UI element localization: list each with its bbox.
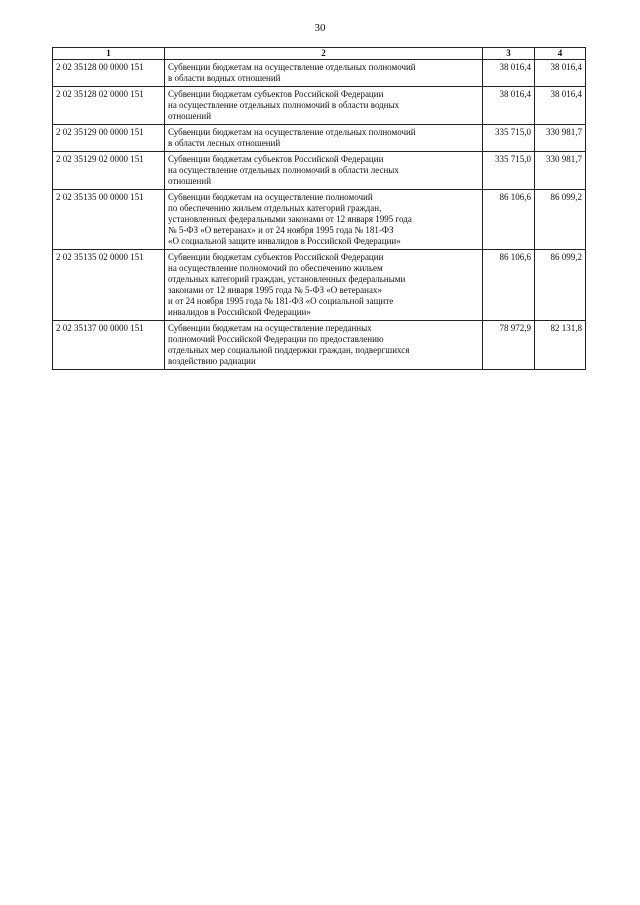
description-line: Субвенции бюджетам субъектов Российской Федерации xyxy=(168,252,384,262)
table-row xyxy=(53,152,586,190)
table-header-row xyxy=(53,48,586,60)
amount-col4-cell: 86 099,2 xyxy=(535,250,586,321)
description-cell xyxy=(165,125,483,152)
amount-col4-cell: 82 131,8 xyxy=(535,321,586,370)
column-header-1: 1 xyxy=(53,48,165,60)
description-line: установленных федеральными законами от 12 января 1995 года xyxy=(168,214,412,224)
description-line: воздействию радиации xyxy=(168,356,256,366)
amount-col3-cell: 335 715,0 xyxy=(483,125,535,152)
description-line: Субвенции бюджетам на осуществление отдельных полномочий xyxy=(168,62,416,72)
budget-code-cell: 2 02 35129 02 0000 151 xyxy=(53,152,165,190)
description-line: законами от 12 января 1995 года № 5-ФЗ «О ветеранах» xyxy=(168,285,382,295)
amount-col4-cell: 330 981,7 xyxy=(535,125,586,152)
budget-code-cell: 2 02 35128 02 0000 151 xyxy=(53,87,165,125)
column-header-3: 3 xyxy=(483,48,535,60)
column-header-4: 4 xyxy=(535,48,586,60)
description-line: инвалидов в Российской Федерации» xyxy=(168,307,311,317)
description-line: Субвенции бюджетам на осуществление полномочий xyxy=(168,192,373,202)
column-header-2: 2 xyxy=(165,48,483,60)
description-cell xyxy=(165,250,483,321)
amount-col3-cell: 38 016,4 xyxy=(483,87,535,125)
description-line: «О социальной защите инвалидов в Российской Федерации» xyxy=(168,236,401,246)
description-cell xyxy=(165,87,483,125)
amount-col3-cell: 78 972,9 xyxy=(483,321,535,370)
description-line: на осуществление отдельных полномочий в области лесных xyxy=(168,165,399,175)
budget-table xyxy=(52,47,586,370)
description-line: Субвенции бюджетам на осуществление переданных xyxy=(168,323,372,333)
amount-col3-cell: 335 715,0 xyxy=(483,152,535,190)
amount-col4-cell: 38 016,4 xyxy=(535,60,586,87)
description-line: отношений xyxy=(168,176,212,186)
description-line: № 5-ФЗ «О ветеранах» и от 24 ноября 1995 года № 181-ФЗ xyxy=(168,225,394,235)
table-row xyxy=(53,250,586,321)
description-line: и от 24 ноября 1995 года № 181-ФЗ «О социальной защите xyxy=(168,296,394,306)
amount-col3-cell: 86 106,6 xyxy=(483,250,535,321)
description-line: отношений xyxy=(168,111,212,121)
table-row xyxy=(53,321,586,370)
description-line: по обеспечению жильем отдельных категорий граждан, xyxy=(168,203,382,213)
description-cell xyxy=(165,152,483,190)
description-cell xyxy=(165,321,483,370)
description-line: отдельных категорий граждан, установленных федеральными xyxy=(168,274,406,284)
amount-col4-cell: 86 099,2 xyxy=(535,190,586,250)
budget-code-cell: 2 02 35137 00 0000 151 xyxy=(53,321,165,370)
description-line: отдельных мер социальной поддержки граждан, подвергшихся xyxy=(168,345,410,355)
table-row xyxy=(53,125,586,152)
description-line: в области водных отношений xyxy=(168,73,281,83)
amount-col4-cell: 38 016,4 xyxy=(535,87,586,125)
amount-col4-cell: 330 981,7 xyxy=(535,152,586,190)
amount-col3-cell: 38 016,4 xyxy=(483,60,535,87)
budget-code-cell: 2 02 35128 00 0000 151 xyxy=(53,60,165,87)
table-row xyxy=(53,87,586,125)
description-cell xyxy=(165,60,483,87)
description-line: на осуществление отдельных полномочий в области водных xyxy=(168,100,400,110)
description-line: на осуществление полномочий по обеспечению жильем xyxy=(168,263,383,273)
description-line: Субвенции бюджетам на осуществление отдельных полномочий xyxy=(168,127,416,137)
budget-code-cell: 2 02 35129 00 0000 151 xyxy=(53,125,165,152)
description-line: Субвенции бюджетам субъектов Российской Федерации xyxy=(168,89,384,99)
table-row xyxy=(53,60,586,87)
table-row xyxy=(53,190,586,250)
amount-col3-cell: 86 106,6 xyxy=(483,190,535,250)
description-line: в области лесных отношений xyxy=(168,138,281,148)
table-body xyxy=(53,60,586,370)
description-cell xyxy=(165,190,483,250)
description-line: полномочий Российской Федерации по предоставлению xyxy=(168,334,384,344)
budget-code-cell: 2 02 35135 02 0000 151 xyxy=(53,250,165,321)
page-number: 30 xyxy=(314,22,326,34)
budget-code-cell: 2 02 35135 00 0000 151 xyxy=(53,190,165,250)
description-line: Субвенции бюджетам субъектов Российской Федерации xyxy=(168,154,384,164)
